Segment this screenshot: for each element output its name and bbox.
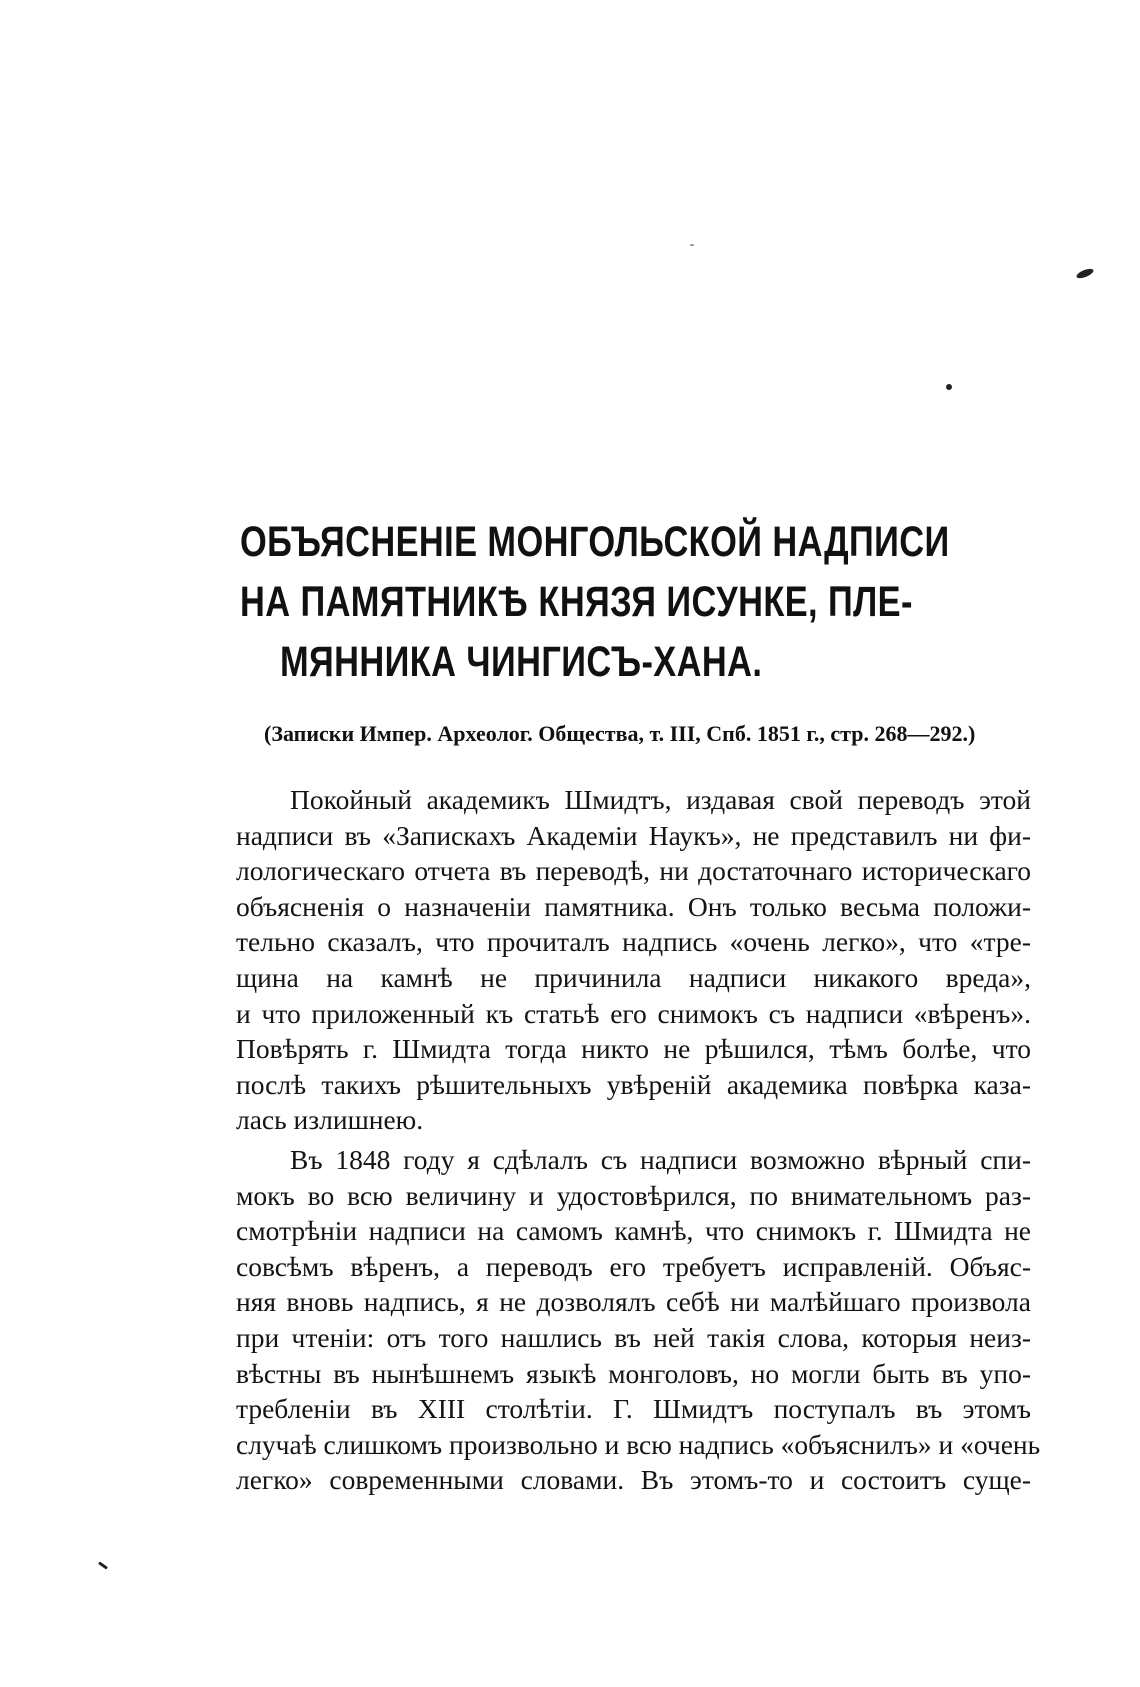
scan-speck-mark <box>1075 267 1094 280</box>
text-line: совсѣмъ вѣренъ, а переводъ его требуетъ исправленій. Объяс- <box>236 1250 1031 1282</box>
text-line: надписи въ «Запискахъ Академіи Наукъ», не представилъ ни фи- <box>236 819 1031 851</box>
text-line: лологическаго отчета въ переводѣ, ни достаточнаго историческаго <box>236 855 1031 887</box>
text-line: Повѣрять г. Шмидта тогда никто не рѣшился, тѣмъ болѣе, что <box>236 1033 1031 1065</box>
text-line: Въ 1848 году я сдѣлалъ съ надписи возможно вѣрный спи- <box>290 1143 1031 1175</box>
body-paragraph <box>236 1142 1041 1498</box>
article-title <box>240 512 950 692</box>
text-line: послѣ такихъ рѣшительныхъ увѣреній академика повѣрка каза- <box>236 1068 1031 1100</box>
article-title-line: НА ПАМЯТНИКѢ КНЯЗЯ ИСУНКЕ, ПЛЕ- <box>240 578 913 626</box>
article-title-line: МЯННИКА ЧИНГИСЪ-ХАНА. <box>280 638 763 686</box>
text-line: случаѣ слишкомъ произвольно и всю надпись «объяснилъ» и «очень <box>236 1428 1041 1460</box>
text-line: объясненія о назначеніи памятника. Онъ только весьма положи- <box>236 890 1031 922</box>
text-line: легко» современными словами. Въ этомъ-то и состоитъ суще- <box>236 1464 1031 1496</box>
text-line: лась излишнею. <box>236 1104 424 1136</box>
text-line: требленіи въ XIII столѣтіи. Г. Шмидтъ поступалъ въ этомъ <box>236 1393 1031 1425</box>
source-reference: (Записки Импер. Археолог. Общества, т. III, Спб. 1851 г., стр. 268—292.) <box>264 721 976 746</box>
text-line: няя вновь надпись, я не дозволялъ себѣ ни малѣйшаго произвола <box>236 1286 1031 1318</box>
text-line: тельно сказалъ, что прочиталъ надпись «очень легко», что «тре- <box>236 926 1031 958</box>
text-line: вѣстны въ нынѣшнемъ языкѣ монголовъ, но могли быть въ упо- <box>236 1357 1031 1389</box>
scan-speck-faint <box>690 244 694 246</box>
scan-speck-dot <box>946 384 952 390</box>
article-body <box>236 782 1041 1498</box>
text-line: при чтеніи: отъ того нашлись въ ней такія слова, которыя неиз- <box>236 1321 1031 1353</box>
text-line: и что приложенный къ статьѣ его снимокъ съ надписи «вѣренъ». <box>236 997 1031 1029</box>
text-line: мокъ во всю величину и удостовѣрился, по внимательномъ раз- <box>236 1179 1031 1211</box>
text-line: смотрѣніи надписи на самомъ камнѣ, что снимокъ г. Шмидта не <box>236 1215 1031 1247</box>
text-line: щина на камнѣ не причинила надписи никакого вреда», <box>236 961 1031 993</box>
body-paragraph <box>236 782 1031 1138</box>
article-title-line: ОБЪЯСНЕНІЕ МОНГОЛЬСКОЙ НАДПИСИ <box>240 518 950 566</box>
text-line: Покойный академикъ Шмидтъ, издавая свой переводъ этой <box>290 784 1031 815</box>
scan-speck-tick <box>98 1561 108 1569</box>
